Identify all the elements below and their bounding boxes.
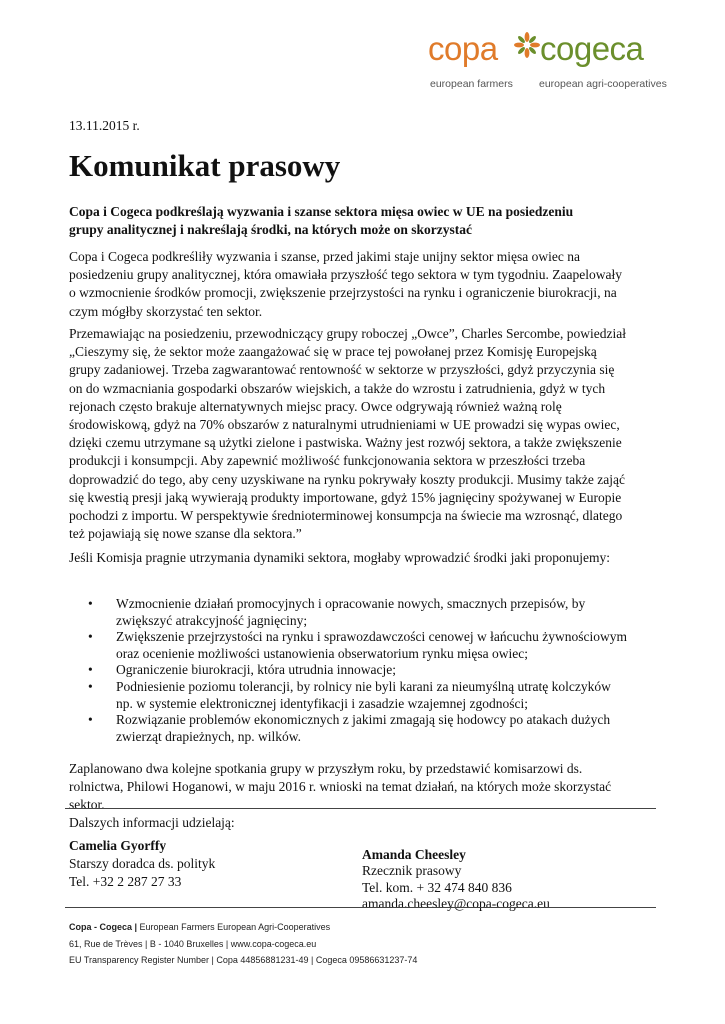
contact-email[interactable]: amanda.cheesley@copa-cogeca.eu <box>362 895 550 911</box>
logo-subtitle-cooperatives: european agri-cooperatives <box>539 78 667 90</box>
list-item: • Zwiększenie przejrzystości na rynku i sprawozdawczości cenowej w łańcuchu żywnościowym oraz ocenienie możliwości ustanowienia obserwatorium rynku mięsa owiec; <box>69 629 629 662</box>
footer-register: EU Transparency Register Number | Copa 44856881231-49 | Cogeca 09586631237-74 <box>69 955 418 965</box>
footer-org: Copa - Cogeca | <box>69 922 138 932</box>
contact-role: Starszy doradca ds. polityk <box>69 856 216 872</box>
contact-name: Amanda Cheesley <box>362 847 466 862</box>
copa-cogeca-logo <box>428 30 668 100</box>
contacts-intro: Dalszych informacji udzielają: <box>69 815 235 830</box>
footer-org-desc: European Farmers European Agri-Cooperatives <box>139 922 331 932</box>
proposals-list <box>69 596 629 745</box>
list-item: • Ograniczenie biurokracji, która utrudnia innowacje; <box>69 662 629 679</box>
body-paragraph-2: Przemawiając na posiedzeniu, przewodniczący grupy roboczej „Owce”, Charles Sercombe, powiedział „Cieszymy się, że sektor może zaangażować się w prace tej powołanej przez Komisję Europejską grupy zadaniowej. Trzeba zagwarantować rentowność w sektorze w przyszłości, gdyż przyczynia się on do wzmacniania gospodarki obszarów wiejskich, a także do wzrostu i zatrudnienia, gdyż w tych rejonach często brakuje alternatywnych miejsc pracy. Owce odgrywają również ważną rolę środowiskową, gdyż na 70% obszarów z naturalnymi utrudnieniami w UE prowadzi się wypas owiec, dzięki czemu utrzymane są użytki zielone i pastwiska. Ważny jest rozwój sektora, a także zwiększenie produkcji i konsumpcji. Aby zapewnić możliwość funkcjonowania sektora w przeszłości trzeba doprowadzić do tego, aby ceny uzyskiwane na rynku pokrywały koszty produkcji. Musimy także zająć się kwestią presji jaką wywierają produkty importowane, gdyż 15% jagnięciny spożywanej w Europie pochodzi z importu. W perspektywie średnioterminowej konsumpcja na świecie ma wzrosnąć, dlatego też pojawiają się nowe szanse dla sektora.” <box>69 326 627 542</box>
contact-phone: Tel. kom. + 32 474 840 836 <box>362 879 512 895</box>
body-paragraph-4: Zaplanowano dwa kolejne spotkania grupy w przyszłym roku, by przedstawić komisarzowi ds. rolnictwa, Philowi Hoganowi, w maju 2016 r. wnioski na temat działań, na których może skorzystać sektor. <box>69 761 612 813</box>
logo-word-cogeca: cogeca <box>540 30 644 67</box>
page-footer <box>69 919 417 969</box>
divider-top <box>65 808 656 809</box>
contact-card-gyorffy <box>69 837 215 892</box>
list-item: • Rozwiązanie problemów ekonomicznych z jakimi zmagają się hodowcy po atakach dużych zwierząt drapieżnych, np. wilków. <box>69 712 629 745</box>
page-title: Komunikat prasowy <box>69 148 341 183</box>
lead-paragraph: Copa i Cogeca podkreślają wyzwania i szanse sektora mięsa owiec w UE na posiedzeniu grupy analitycznej i nakreślają środki, na których może on skorzystać <box>69 204 574 237</box>
list-item: • Wzmocnienie działań promocyjnych i opracowanie nowych, smacznych przepisów, by zwiększyć atrakcyjność jagnięciny; <box>69 596 629 629</box>
contact-phone: Tel. +32 2 287 27 33 <box>69 874 182 890</box>
logo-star-icon <box>514 32 540 58</box>
contact-role: Rzecznik prasowy <box>362 863 462 879</box>
body-paragraph-1: Copa i Cogeca podkreśliły wyzwania i szanse, przed jakimi staje unijny sektor mięsa owiec na posiedzeniu grupy analitycznej, która omawiała przyszłość tego sektora w tym tygodniu. Zaapelowały o wzmocnienie środków promocji, zwiększenie przejrzystości na rynku i ograniczenie biurokracji, na czym mógłby skorzystać ten sektor. <box>69 249 622 319</box>
footer-org-line <box>69 919 417 936</box>
body-paragraph-3: Jeśli Komisja pragnie utrzymania dynamiki sektora, mogłaby wprowadzić środki jaki proponujemy: <box>69 550 611 565</box>
contact-card-cheesley <box>362 847 550 912</box>
contact-name: Camelia Gyorffy <box>69 838 167 853</box>
logo-subtitle-farmers: european farmers <box>430 78 513 90</box>
release-date: 13.11.2015 r. <box>69 118 140 133</box>
logo-word-copa: copa <box>428 30 498 67</box>
list-item: • Podniesienie poziomu tolerancji, by rolnicy nie byli karani za nieumyślną utratę kolczyków np. w systemie elektronicznej identyfikacji i zasadzie wzajemnej zgodności; <box>69 679 629 712</box>
divider-bottom <box>65 907 656 908</box>
footer-address: 61, Rue de Trèves | B - 1040 Bruxelles | www.copa-cogeca.eu <box>69 938 317 949</box>
